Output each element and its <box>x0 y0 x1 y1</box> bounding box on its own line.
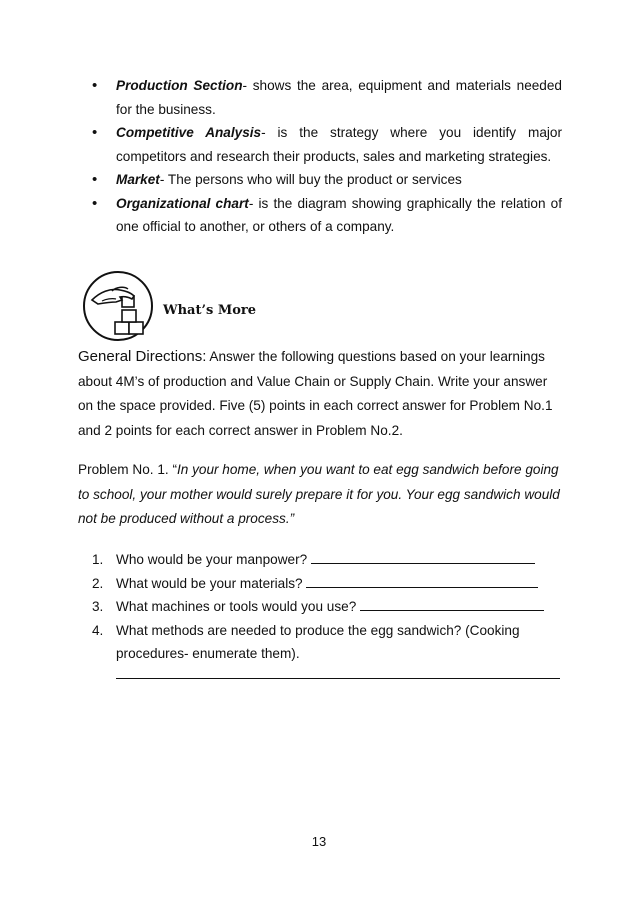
definition-text: - is the strategy where you identify major competitors and research their products, sales and marketing strategies. <box>116 125 562 164</box>
general-directions-text: Answer the following questions based on your learnings about 4M’s of production and Value Chain or Supply Chain. Write your answer on the space provided. Five (5) points in each correct answer for Problem No.1 and 2 points for each correct answer in Problem No.2. <box>78 349 553 438</box>
question-number: 3. <box>92 599 104 614</box>
definition-text: - shows the area, equipment and materials needed for the business. <box>116 78 562 117</box>
list-item <box>92 192 562 239</box>
list-item <box>92 74 562 121</box>
list-item <box>92 619 562 666</box>
answer-blank[interactable] <box>360 596 544 611</box>
definition-term: Competitive Analysis <box>116 125 262 140</box>
definition-term: Organizational chart <box>116 195 249 211</box>
list-item <box>92 595 562 619</box>
answer-blank[interactable] <box>306 573 538 588</box>
list-item <box>92 572 562 596</box>
question-text: Who would be your manpower? <box>116 552 311 567</box>
question-number: 2. <box>92 575 104 591</box>
question-text: What would be your materials? <box>116 575 307 591</box>
hand-stacking-blocks-icon <box>82 270 154 342</box>
page-number: 13 <box>311 834 327 849</box>
definition-text: - is the diagram showing graphically the relation of one official to another, or others of a company. <box>116 195 562 234</box>
definition-term: Production Section <box>116 78 243 93</box>
problem-statement <box>78 458 562 532</box>
definition-term: Market <box>116 172 160 187</box>
question-text: What machines or tools would you use? <box>116 599 361 614</box>
general-directions <box>78 345 562 443</box>
questions-list <box>92 548 562 666</box>
answer-blank[interactable] <box>311 549 535 564</box>
answer-line[interactable] <box>116 678 560 679</box>
question-number: 4. <box>92 622 104 638</box>
list-item <box>92 168 562 192</box>
list-item <box>92 548 562 572</box>
problem-label: Problem No. 1. “ <box>78 462 177 477</box>
definition-text: - The persons who will buy the product or services <box>159 172 462 187</box>
definitions-list <box>92 74 562 239</box>
question-text: What methods are needed to produce the egg sandwich? (Cooking procedures- enumerate them). <box>116 622 520 661</box>
general-directions-lead: General Directions: <box>78 348 207 365</box>
question-number: 1. <box>92 552 104 567</box>
section-title: What’s More <box>163 303 257 318</box>
problem-quote: In your home, when you want to eat egg sandwich before going to school, your mother would surely prepare it for you. Your egg sandwich would not be produced without a process.” <box>78 462 560 526</box>
list-item <box>92 121 562 168</box>
